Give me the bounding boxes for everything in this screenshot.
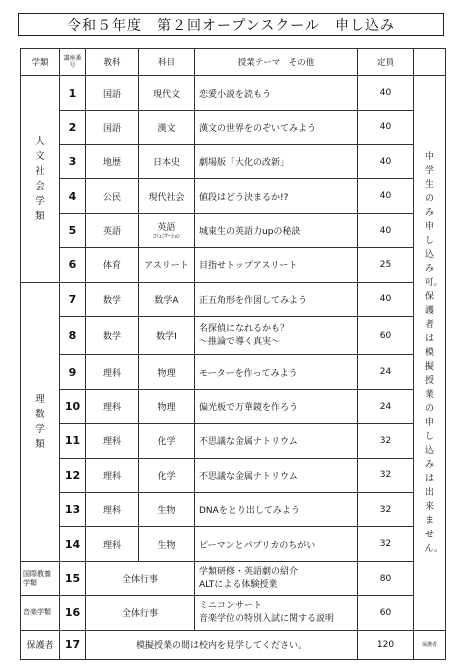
lecture-no: 2 [60, 110, 86, 144]
subject: 化学 [139, 424, 195, 458]
header-capacity: 定員 [358, 49, 414, 76]
capacity: 40 [358, 179, 414, 213]
subject-area: 理科 [86, 424, 139, 458]
theme [195, 561, 358, 595]
theme: 漢文の世界をのぞいてみよう [195, 110, 358, 144]
lecture-no: 7 [60, 282, 86, 316]
side-note: 中学生のみ申し込み可。保護者は模擬授業の申し込みは出来ません。 [414, 76, 446, 630]
lecture-no: 14 [60, 527, 86, 561]
lecture-no: 13 [60, 493, 86, 527]
table-row [21, 458, 446, 492]
subject: 物理 [139, 355, 195, 389]
capacity: 60 [358, 317, 414, 355]
theme: 不思議な金属ナトリウム [195, 424, 358, 458]
capacity: 25 [358, 248, 414, 282]
theme [195, 317, 358, 355]
capacity: 40 [358, 145, 414, 179]
event-label: 全体行事 [86, 561, 195, 595]
subject-area: 数学 [86, 282, 139, 316]
subject: 現代文 [139, 76, 195, 110]
subject-area: 公民 [86, 179, 139, 213]
theme: 不思議な金属ナトリウム [195, 458, 358, 492]
lecture-no: 9 [60, 355, 86, 389]
page-title: 令和５年度 第２回オープンスクール 申し込み [18, 13, 444, 36]
group-intl: 国際教養学類 [21, 561, 60, 595]
table-row [21, 282, 446, 316]
theme: DNAをとり出してみよう [195, 493, 358, 527]
theme-line1: ミニコンサート [199, 600, 263, 611]
table-row [21, 596, 446, 630]
capacity: 24 [358, 355, 414, 389]
theme: ピーマンとパプリカのちがい [195, 527, 358, 561]
subject-area: 体育 [86, 248, 139, 282]
table-row [21, 110, 446, 144]
theme-line2: ALTによる体験授業 [199, 579, 278, 590]
header-subject: 科目 [139, 49, 195, 76]
subject-area: 国語 [86, 110, 139, 144]
lecture-no: 16 [60, 596, 86, 630]
capacity: 80 [358, 561, 414, 595]
subject-line1: 英語 [157, 223, 176, 234]
capacity: 60 [358, 596, 414, 630]
subject: 現代社会 [139, 179, 195, 213]
capacity: 40 [358, 213, 414, 247]
group-science: 理数学類 [21, 282, 60, 561]
lecture-no: 4 [60, 179, 86, 213]
group-humanities: 人文社会学類 [21, 76, 60, 282]
lecture-no: 5 [60, 213, 86, 247]
subject: 化学 [139, 458, 195, 492]
table-row [21, 317, 446, 355]
lecture-no: 6 [60, 248, 86, 282]
subject-line2: ｺﾐｭﾆｹｰｼｮﾝ [152, 233, 180, 241]
theme: 恋愛小説を読もう [195, 76, 358, 110]
subject: 日本史 [139, 145, 195, 179]
theme-line2: ～推論で導く真実～ [199, 336, 281, 347]
header-note-blank [414, 49, 446, 76]
subject: アスリート [139, 248, 195, 282]
table-row [21, 76, 446, 110]
capacity: 40 [358, 76, 414, 110]
table-row [21, 248, 446, 282]
guardian-note: 模擬授業の間は校内を見学してください。 [86, 630, 358, 659]
header-category: 学類 [21, 49, 60, 76]
table-row [21, 493, 446, 527]
table-row [21, 179, 446, 213]
subject-area: 数学 [86, 317, 139, 355]
theme-line1: 学類研修・英語劇の紹介 [199, 566, 299, 577]
theme: 目指せトップアスリート [195, 248, 358, 282]
capacity: 120 [358, 630, 414, 659]
lecture-no: 3 [60, 145, 86, 179]
guardian-side-label: 保護者 [414, 630, 446, 659]
table-row [21, 389, 446, 423]
subject-area: 理科 [86, 389, 139, 423]
lecture-no: 1 [60, 76, 86, 110]
subject: 生物 [139, 527, 195, 561]
subject-area: 地歴 [86, 145, 139, 179]
theme-line1: 名探偵になれるかも？ [199, 323, 290, 334]
capacity: 32 [358, 458, 414, 492]
subject-area: 理科 [86, 355, 139, 389]
table-row [21, 527, 446, 561]
table-row [21, 145, 446, 179]
table-row [21, 355, 446, 389]
lecture-no: 11 [60, 424, 86, 458]
capacity: 40 [358, 282, 414, 316]
group-music: 音楽学類 [21, 596, 60, 630]
subject: 生物 [139, 493, 195, 527]
header-lecture-no: 講座番号 [60, 49, 86, 76]
subject-area: 理科 [86, 493, 139, 527]
lecture-no: 12 [60, 458, 86, 492]
capacity: 32 [358, 527, 414, 561]
capacity: 24 [358, 389, 414, 423]
theme: モーターを作ってみよう [195, 355, 358, 389]
lecture-no: 10 [60, 389, 86, 423]
theme: 劇場版「大化の改新」 [195, 145, 358, 179]
capacity: 32 [358, 493, 414, 527]
lecture-no: 17 [60, 630, 86, 659]
subject: 物理 [139, 389, 195, 423]
subject: 数学Ⅰ [139, 317, 195, 355]
theme [195, 596, 358, 630]
theme: 偏光板で万華鏡を作ろう [195, 389, 358, 423]
theme-line2: 音楽学位の特別入試に関する説明 [199, 613, 335, 624]
theme: 城東生の英語力upの秘訣 [195, 213, 358, 247]
capacity: 32 [358, 424, 414, 458]
subject-area: 英語 [86, 213, 139, 247]
table-row [21, 213, 446, 247]
header-subject-area: 教科 [86, 49, 139, 76]
event-label: 全体行事 [86, 596, 195, 630]
subject-area: 国語 [86, 76, 139, 110]
table-row [21, 424, 446, 458]
subject-area: 理科 [86, 527, 139, 561]
theme: 値段はどう決まるか!? [195, 179, 358, 213]
application-table [20, 48, 446, 660]
subject: 漢文 [139, 110, 195, 144]
subject-area: 理科 [86, 458, 139, 492]
subject: 数学A [139, 282, 195, 316]
group-guardian: 保護者 [21, 630, 60, 659]
header-theme: 授業テーマ その他 [195, 49, 358, 76]
theme: 正五角形を作図してみよう [195, 282, 358, 316]
header-row [21, 49, 446, 76]
lecture-no: 15 [60, 561, 86, 595]
table-row [21, 630, 446, 659]
table-row [21, 561, 446, 595]
lecture-no: 8 [60, 317, 86, 355]
subject [139, 213, 195, 247]
capacity: 40 [358, 110, 414, 144]
